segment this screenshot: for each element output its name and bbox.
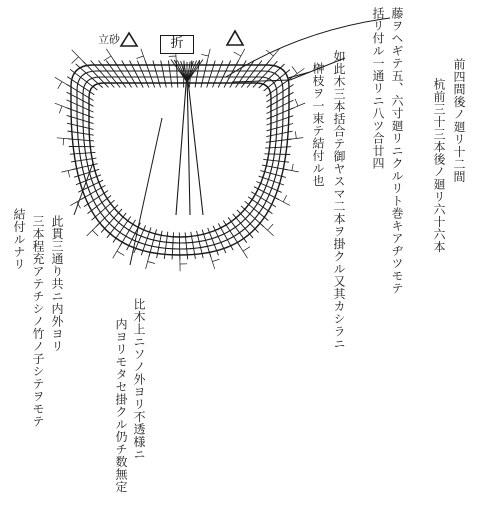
note-right-4: 括リ付ル一通リニ八ツ合廿四	[371, 7, 385, 170]
brush-twig	[237, 242, 250, 258]
note-left-2: 三本程充アテチシノ竹ノ子シテヲモテ	[31, 215, 45, 428]
fence-stake	[233, 214, 253, 238]
note-bottom-1: 比木上ニソノ外ヨリ不透様ニ	[132, 298, 146, 461]
fence-stake	[251, 192, 276, 207]
note-right-5: 如此木三本括合テ御ヤスマ二本ヲ掛クル又其カシラニ	[332, 50, 346, 350]
sand-cone-right-icon	[227, 31, 243, 45]
brush-twig	[283, 164, 298, 172]
brush-twig	[146, 252, 155, 269]
brush-twig	[113, 242, 125, 258]
brush-twig	[87, 223, 100, 236]
brush-twig	[72, 50, 88, 66]
brush-twig	[288, 131, 304, 139]
brush-twig	[55, 77, 71, 88]
brush-twig	[275, 195, 290, 205]
brush-twig	[260, 223, 274, 236]
note-left-1: 此貫三通り共ニ内外ヨリ	[50, 215, 64, 353]
note-right-3: 藤ヲヘギテ五、六寸廻リニクルリト巻キアヂツモテ	[390, 7, 404, 295]
note-left-3: 結付ルナリ	[12, 208, 26, 271]
brush-twig	[57, 138, 73, 145]
note-bottom-2: 内ヨリモタセ掛クル仍チ数無定	[114, 318, 128, 493]
sand-label: 立砂	[98, 33, 120, 46]
leader-line-sakaki	[288, 72, 310, 78]
brush-twig	[55, 103, 71, 113]
brush-twig	[201, 49, 210, 65]
fence-stake	[218, 223, 233, 250]
brush-twig	[61, 169, 76, 178]
note-right-1: 前四間後ノ廻リ十二間	[452, 58, 466, 183]
fold-box-label: 折	[160, 35, 194, 54]
center-pole-1	[176, 72, 187, 215]
fence-stake	[101, 209, 122, 233]
fence-stake	[84, 191, 108, 207]
note-right-6: 榊枝ヲ一束テ結付ル也	[311, 62, 325, 187]
leader-line-rope	[226, 18, 390, 77]
brush-twig	[234, 49, 245, 65]
brush-twig	[180, 255, 187, 271]
fence-stake	[237, 210, 259, 233]
note-right-2: 杭前三十三本後ノ廻リ六十六本	[432, 78, 446, 253]
brush-twig	[104, 49, 117, 65]
brush-twig	[289, 99, 305, 110]
